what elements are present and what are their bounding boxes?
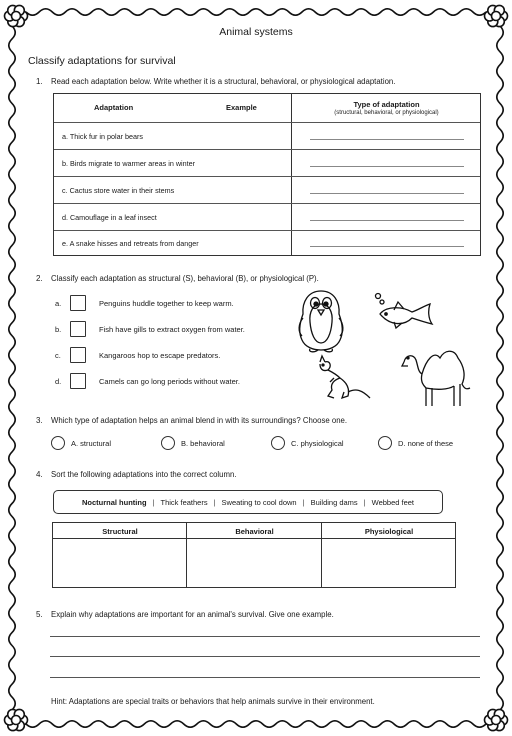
q2-item-text: Camels can go long periods without water. bbox=[99, 377, 240, 386]
q2-item-letter: c. bbox=[55, 351, 61, 360]
q2-answer-box[interactable] bbox=[70, 373, 86, 389]
sort-column-header: Physiological bbox=[364, 527, 414, 536]
word-bank-separator: | bbox=[363, 497, 366, 507]
sort-table bbox=[52, 522, 456, 588]
q2-item-text: Kangaroos hop to escape predators. bbox=[99, 351, 221, 360]
border-scallop bbox=[26, 721, 486, 727]
camel-illustration bbox=[400, 344, 474, 410]
radio-circle[interactable] bbox=[378, 436, 392, 450]
word-bank-separator: | bbox=[302, 497, 305, 507]
q2-item-text: Penguins huddle together to keep warm. bbox=[99, 299, 234, 308]
word-bank-separator: | bbox=[213, 497, 216, 507]
q5-prompt: Explain why adaptations are important for an animal's survival. Give one example. bbox=[51, 610, 334, 619]
corner-flower bbox=[5, 5, 28, 26]
q2-prompt: Classify each adaptation as structural (S), behavioral (B), or physiological (P). bbox=[51, 274, 319, 283]
word-bank-item[interactable]: Webbed feet bbox=[371, 497, 415, 507]
radio-circle[interactable] bbox=[51, 436, 65, 450]
q3-option-label: A. structural bbox=[71, 439, 112, 448]
corner-flower bbox=[5, 709, 28, 730]
q2-item-letter: d. bbox=[55, 377, 62, 386]
hint-text: Hint: Adaptations are special traits or behaviors that help animals survive in their environment. bbox=[51, 697, 375, 706]
word-bank-item[interactable]: Building dams bbox=[310, 497, 358, 507]
word-bank-item[interactable]: Nocturnal hunting bbox=[81, 497, 147, 507]
worksheet-title: Animal systems bbox=[219, 26, 293, 38]
q1-number: 1. bbox=[36, 77, 43, 86]
q1-header-type-note: (structural, behavioral, or physiological) bbox=[334, 110, 439, 116]
sort-column-header: Structural bbox=[102, 527, 138, 536]
q3-prompt: Which type of adaptation helps an animal blend in with its surroundings? Choose one. bbox=[51, 416, 348, 425]
q2-answer-box[interactable] bbox=[70, 347, 86, 363]
q1-prompt: Read each adaptation below. Write whether it is a structural, behavioral, or physiological adaptation. bbox=[51, 77, 396, 86]
border-scallop bbox=[26, 9, 486, 15]
q1-answer-line-d[interactable] bbox=[310, 220, 464, 221]
q1-answer-line-c[interactable] bbox=[310, 193, 464, 194]
radio-circle[interactable] bbox=[161, 436, 175, 450]
q1-row-a: a. Thick fur in polar bears bbox=[62, 132, 143, 141]
corner-flower bbox=[485, 5, 508, 26]
q5-writing-line[interactable] bbox=[50, 656, 480, 657]
q1-table bbox=[53, 93, 481, 256]
q3-option-label: B. behavioral bbox=[181, 439, 225, 448]
fish-illustration bbox=[372, 292, 438, 332]
word-bank bbox=[53, 490, 443, 514]
radio-circle[interactable] bbox=[271, 436, 285, 450]
q2-item-letter: a. bbox=[55, 299, 62, 308]
q1-answer-line-a[interactable] bbox=[310, 139, 464, 140]
q3-number: 3. bbox=[36, 416, 43, 425]
penguin-illustration bbox=[296, 288, 346, 354]
q1-row-c: c. Cactus store water in their stems bbox=[62, 186, 175, 195]
kangaroo-illustration bbox=[312, 354, 372, 402]
q5-writing-line[interactable] bbox=[50, 636, 480, 637]
worksheet-subtitle: Classify adaptations for survival bbox=[28, 55, 176, 67]
q1-row-d: d. Camouflage in a leaf insect bbox=[62, 213, 157, 222]
q1-row-b: b. Birds migrate to warmer areas in winter bbox=[62, 159, 196, 168]
q3-option-label: C. physiological bbox=[291, 439, 344, 448]
sort-column-header: Behavioral bbox=[235, 527, 274, 536]
q1-answer-line-e[interactable] bbox=[310, 246, 464, 247]
q4-prompt: Sort the following adaptations into the correct column. bbox=[51, 470, 237, 479]
q1-answer-line-b[interactable] bbox=[310, 166, 464, 167]
q1-header-example: Example bbox=[226, 103, 257, 112]
q2-answer-box[interactable] bbox=[70, 295, 86, 311]
q4-number: 4. bbox=[36, 470, 43, 479]
q2-answer-box[interactable] bbox=[70, 321, 86, 337]
corner-flower bbox=[485, 709, 508, 730]
q2-item-text: Fish have gills to extract oxygen from water. bbox=[99, 325, 245, 334]
word-bank-item[interactable]: Sweating to cool down bbox=[221, 497, 297, 507]
q3-option-label: D. none of these bbox=[398, 439, 454, 448]
q1-header-adaptation: Adaptation bbox=[94, 103, 134, 112]
word-bank-item[interactable]: Thick feathers bbox=[160, 497, 208, 507]
border-scallop bbox=[9, 26, 15, 710]
word-bank-separator: | bbox=[152, 497, 155, 507]
q1-header-type: Type of adaptation bbox=[353, 100, 420, 109]
q1-row-e: e. A snake hisses and retreats from danger bbox=[62, 239, 199, 248]
border-scallop bbox=[497, 26, 503, 710]
q5-number: 5. bbox=[36, 610, 43, 619]
q2-number: 2. bbox=[36, 274, 43, 283]
q2-item-letter: b. bbox=[55, 325, 62, 334]
q5-writing-line[interactable] bbox=[50, 677, 480, 678]
